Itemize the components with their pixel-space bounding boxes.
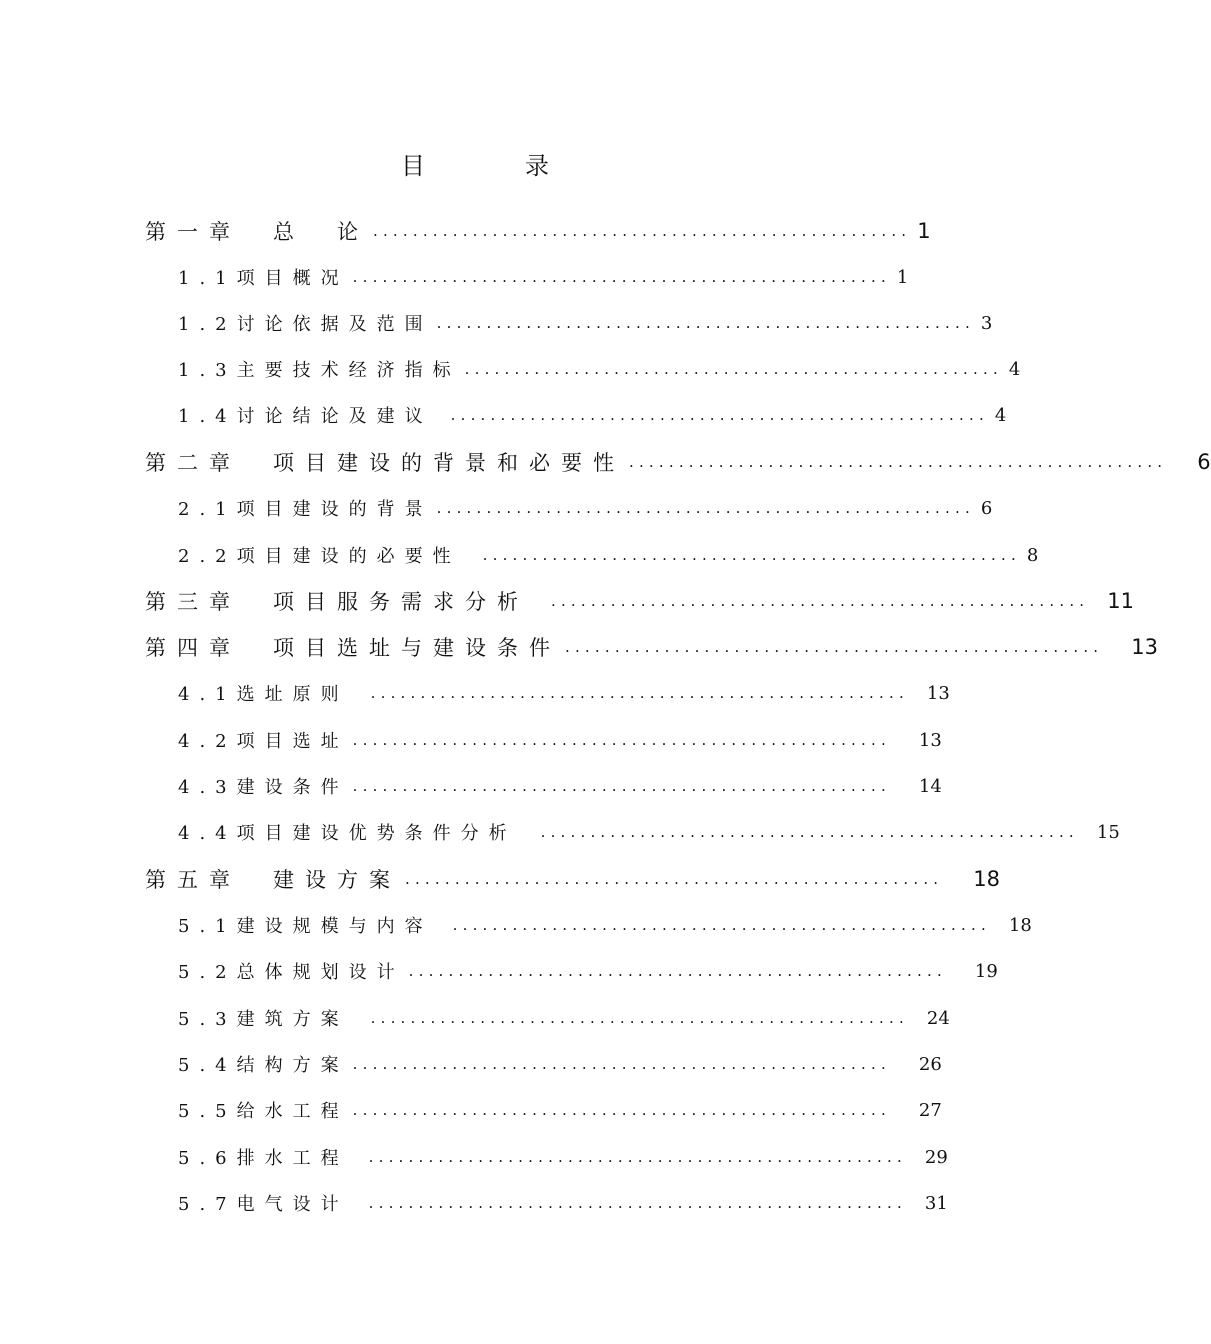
toc-page-number: 14	[918, 775, 942, 797]
toc-entry-label: 4.2项目选址	[178, 731, 349, 752]
toc-page-number: 3	[980, 312, 993, 334]
toc-leader-dots: ......................................................	[368, 1148, 907, 1166]
toc-entry-section	[178, 956, 998, 986]
toc-entry-label: 第三章 项目服务需求分析	[145, 590, 529, 614]
toc-leader-dots: ......................................................	[408, 962, 947, 980]
toc-entry-label: 1.2讨论依据及范围	[178, 314, 433, 335]
toc-leader-dots: ......................................................	[450, 406, 989, 424]
toc-entry-section	[178, 771, 942, 801]
toc-entry-chapter-2	[145, 447, 1211, 477]
toc-entry-section	[178, 1188, 948, 1218]
toc-page-number: 19	[974, 960, 998, 982]
toc-page-number: 6	[1197, 450, 1211, 474]
toc-entry-section	[178, 400, 1007, 430]
toc-page-number: 8	[1026, 544, 1039, 566]
toc-page-number: 18	[1008, 914, 1032, 936]
toc-entry-label: 第五章 建设方案	[145, 868, 401, 892]
toc-leader-dots: ......................................................	[352, 731, 891, 749]
toc-entry-label: 4.3建设条件	[178, 777, 349, 798]
toc-page-number: 1	[917, 219, 931, 243]
toc-leader-dots: ......................................................	[551, 592, 1090, 610]
toc-entry-label: 2.2项目建设的必要性	[178, 546, 461, 567]
toc-leader-dots: ......................................................	[370, 1009, 909, 1027]
toc-entry-label: 1.4讨论结论及建议	[178, 406, 433, 427]
toc-entry-section	[178, 1049, 942, 1079]
toc-page-number: 1	[896, 266, 909, 288]
toc-page-number: 11	[1107, 589, 1135, 613]
toc-entry-label: 5.4结构方案	[178, 1055, 349, 1076]
toc-page-number: 24	[926, 1007, 950, 1029]
toc-entry-section	[178, 1142, 948, 1172]
toc-entry-section	[178, 1003, 950, 1033]
toc-leader-dots: ......................................................	[452, 916, 991, 934]
toc-entry-label: 5.5给水工程	[178, 1101, 349, 1122]
toc-entry-label: 第四章 项目选址与建设条件	[145, 636, 561, 660]
toc-entry-section	[178, 354, 1021, 384]
toc-leader-dots: ......................................................	[405, 870, 944, 888]
toc-entry-section	[178, 540, 1039, 570]
page-title: 目 录	[401, 152, 587, 180]
toc-page-number: 13	[1131, 635, 1159, 659]
toc-page-number: 29	[924, 1146, 948, 1168]
toc-page-number: 18	[973, 867, 1001, 891]
toc-leader-dots: ......................................................	[436, 314, 975, 332]
toc-entry-section	[178, 262, 909, 292]
toc-page-number: 13	[926, 682, 950, 704]
toc-leader-dots: ......................................................	[482, 546, 1021, 564]
toc-page-number: 13	[918, 729, 942, 751]
toc-entry-section	[178, 308, 993, 338]
toc-page-number: 26	[918, 1053, 942, 1075]
toc-leader-dots: ......................................................	[436, 499, 975, 517]
toc-entry-label: 4.4项目建设优势条件分析	[178, 823, 517, 844]
toc-entry-label: 5.3建筑方案	[178, 1009, 349, 1030]
toc-entry-section	[178, 910, 1032, 940]
toc-entry-section	[178, 725, 942, 755]
toc-entry-label: 1.1项目概况	[178, 268, 349, 289]
toc-entry-label: 第一章 总 论	[145, 220, 369, 244]
toc-entry-section	[178, 678, 950, 708]
toc-entry-label: 2.1项目建设的背景	[178, 499, 433, 520]
toc-leader-dots: ......................................................	[368, 1194, 907, 1212]
toc-page-number: 15	[1096, 821, 1120, 843]
toc-entry-chapter-4	[145, 632, 1159, 662]
toc-page-number: 27	[918, 1099, 942, 1121]
toc-entry-label: 5.7电气设计	[178, 1194, 349, 1215]
toc-leader-dots: ......................................................	[464, 360, 1003, 378]
toc-entry-chapter-3	[145, 586, 1135, 616]
toc-entry-label: 1.3主要技术经济指标	[178, 360, 461, 381]
toc-entry-label: 5.1建设规模与内容	[178, 916, 433, 937]
toc-entry-label: 5.6排水工程	[178, 1148, 349, 1169]
toc-leader-dots: ......................................................	[352, 1101, 891, 1119]
toc-entry-label: 5.2总体规划设计	[178, 962, 405, 983]
toc-entry-chapter-5	[145, 864, 1001, 894]
toc-page-number: 4	[994, 404, 1007, 426]
toc-leader-dots: ......................................................	[352, 1055, 891, 1073]
toc-entry-label: 第二章 项目建设的背景和必要性	[145, 451, 625, 475]
toc-leader-dots: ......................................................	[629, 453, 1168, 471]
toc-entry-label: 4.1选址原则	[178, 684, 349, 705]
toc-leader-dots: ......................................................	[352, 268, 891, 286]
toc-leader-dots: ......................................................	[352, 777, 891, 795]
toc-leader-dots: ......................................................	[565, 638, 1104, 656]
toc-page-number: 31	[924, 1192, 948, 1214]
toc-page-number: 6	[980, 497, 993, 519]
toc-page-number: 4	[1008, 358, 1021, 380]
toc-leader-dots: ......................................................	[373, 222, 912, 240]
toc-entry-chapter-1	[145, 216, 931, 246]
toc-leader-dots: ......................................................	[370, 684, 909, 702]
toc-entry-section	[178, 493, 993, 523]
toc-entry-section	[178, 817, 1120, 847]
toc-entry-section	[178, 1095, 942, 1125]
toc-leader-dots: ......................................................	[540, 823, 1079, 841]
